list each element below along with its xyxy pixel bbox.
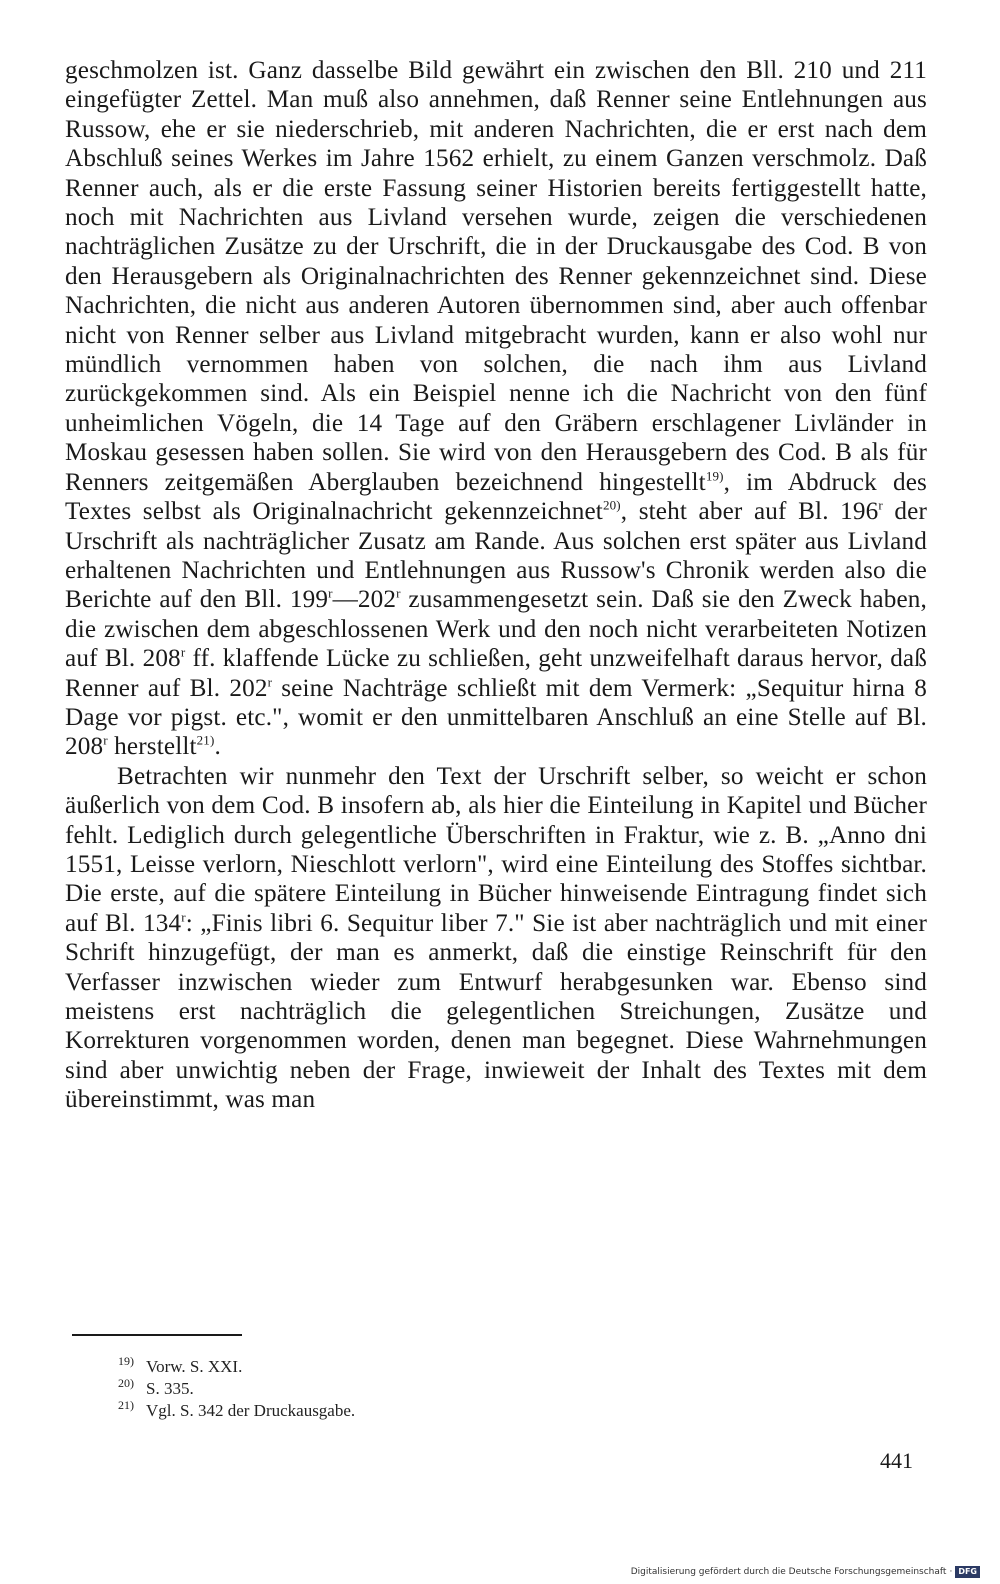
body-text bbox=[65, 56, 927, 1115]
page-number: 441 bbox=[880, 1448, 913, 1473]
footnote-20: 20) S. 335. bbox=[118, 1376, 194, 1398]
footnotes bbox=[118, 1356, 355, 1422]
footnote-text: S. 335. bbox=[146, 1379, 194, 1398]
footnote-ref-21: 21) bbox=[196, 732, 215, 748]
paragraph-2: Betrachten wir nunmehr den Text der Urschrift selber, so weicht er schon äußerlich von dem Cod. B insofern ab, als hier die Einteilung in Kapitel und Bücher fehlt. Lediglich durch gelegentliche Überschriften in Fraktur, wie z. B. „Anno dni 1551, Leisse verlorn, Nieschlott verlorn", wird eine Einteilung des Stoffes sichtbar. Die erste, auf die spätere Einteilung in Bücher hinweisende Eintragung findet sich auf Bl. 134$^r$: „Finis libri 6. Sequitur liber 7." Sie ist aber nachträglich und mit einer Schrift hinzugefügt, der man es anmerkt, daß die einstige Reinschrift für den Verfasser inzwischen wieder zum Entwurf herabgesunken war. Ebenso sind meistens erst nachträglich die gelegentlichen Streichungen, Zusätze und Korrekturen vorgenommen worden, denen man begegnet. Diese Wahrnehmungen sind aber unwichtig neben der Frage, inwieweit der Inhalt des Textes mit dem übereinstimmt, was man bbox=[65, 762, 928, 1114]
footnote-ref-20: 20) bbox=[602, 497, 621, 513]
footnote-ref-19: 19) bbox=[705, 468, 724, 484]
footnote-text: Vgl. S. 342 der Druckausgabe. bbox=[146, 1401, 356, 1420]
footnote-19: 19) Vorw. S. XXI. bbox=[118, 1354, 243, 1376]
footnote-21: 21) Vgl. S. 342 der Druckausgabe. bbox=[118, 1398, 356, 1420]
dfg-logo-icon: DFG bbox=[955, 1566, 980, 1578]
credit-text: Digitalisierung gefördert durch die Deutsche Forschungsgemeinschaft bbox=[630, 1567, 947, 1577]
footnote-divider bbox=[72, 1334, 242, 1336]
paragraph-1: geschmolzen ist. Ganz dasselbe Bild gewährt ein zwischen den Bll. 210 und 211 eingefügter Zettel. Man muß also annehmen, daß Renner seine Entlehnungen aus Russow, ehe er sie niederschrieb, mit anderen Nachrichten, die er erst nach dem Abschluß seines Werkes im Jahre 1562 erhielt, zu einem Ganzen verschmolz. Daß Renner auch, als er die erste Fassung seiner Historien bereits fertiggestellt hatte, noch mit Nachrichten aus Livland versehen wurde, zeigen die verschiedenen nachträglichen Zusätze zu der Urschrift, die in der Druckausgabe des Cod. B von den Herausgebern als Originalnachrichten des Renner gekennzeichnet sind. Diese Nachrichten, die nicht aus anderen Autoren übernommen sind, aber auch offenbar nicht von Renner selber aus Livland mitgebracht wurden, kann er also wohl nur mündlich vernommen haben von solchen, die nach ihm aus Livland zurückgekommen sind. Als ein Beispiel nenne ich die Nachricht von den fünf unheimlichen Vögeln, die 14 Tage auf den Gräbern erschlagener Livländer in Moskau gesessen haben sollen. Sie wird von den Herausgebern des Cod. B als für Renners zeitgemäßen Aberglauben bezeichnend hingestellt$^{19)}$, im Abdruck des Textes selbst als Originalnachricht gekennzeichnet$^{20)}$, steht aber auf Bl. 196$^r$ der Urschrift als nachträglicher Zusatz am Rande. Aus solchen erst später aus Livland erhaltenen Nachrichten und Entlehnungen aus Russow's Chronik werden also die Berichte auf den Bll. 199$^r$—202$^r$ zusammengesetzt sein. Daß sie den Zweck haben, die zwischen dem abgeschlossenen Werk und den noch nicht verarbeiteten Notizen auf Bl. 208$^r$ ff. klaffende Lücke zu schließen, geht unzweifelhaft daraus hervor, daß Renner auf Bl. 202$^r$ seine Nachträge schließt mit dem Vermerk: „Sequitur hirna 8 Dage vor pigst. etc.", womit er den unmittelbaren Anschluß an eine Stelle auf Bl. 208$^r$ herstellt$^{21)}$. bbox=[65, 57, 928, 761]
digitization-credit: Digitalisierung gefördert durch die Deutsche Forschungsgemeinschaft · DFG bbox=[631, 1566, 980, 1578]
footnote-text: Vorw. S. XXI. bbox=[146, 1357, 243, 1376]
